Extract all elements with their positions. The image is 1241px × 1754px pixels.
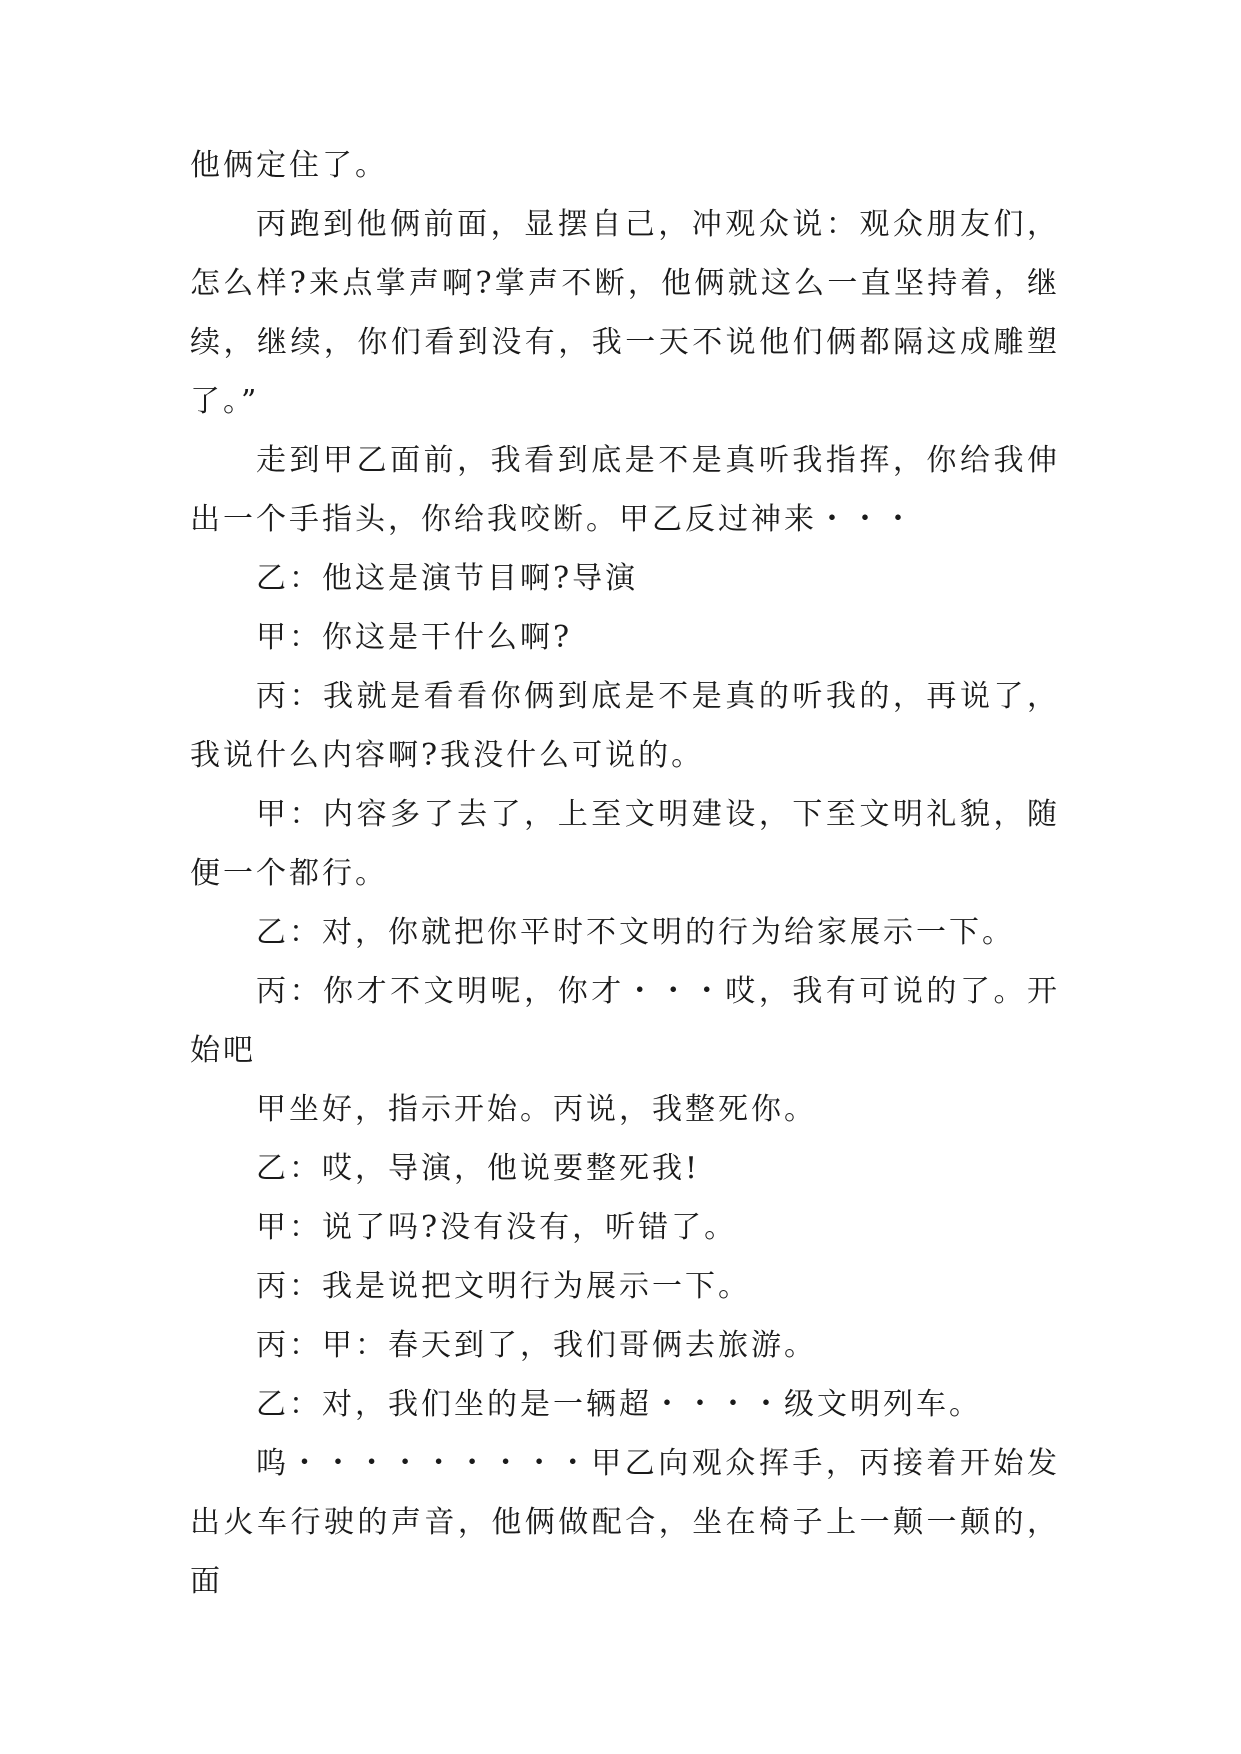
- paragraph-6: 丙：我就是看看你俩到底是不是真的听我的，再说了，我说什么内容啊?我没什么可说的。: [190, 679, 1060, 773]
- paragraph-2: 丙跑到他俩前面，显摆自己，冲观众说：观众朋友们，怎么样?来点掌声啊?掌声不断，他俩就这么一直坚持着，继续，继续，你们看到没有，我一天不说他们俩都隔这成雕塑了。”: [190, 207, 1060, 419]
- paragraph-14: 丙：甲：春天到了，我们哥俩去旅游。: [256, 1328, 817, 1363]
- paragraph-12: 甲：说了吗?没有没有，听错了。: [256, 1210, 738, 1245]
- paragraph-4: 乙：他这是演节目啊?导演: [256, 561, 639, 596]
- paragraph-8: 乙：对，你就把你平时不文明的行为给家展示一下。: [256, 915, 1015, 950]
- paragraph-16: 呜・・・・・・・・・甲乙向观众挥手，丙接着开始发出火车行驶的声音，他俩做配合，坐在椅子上一颠一颠的，面: [190, 1446, 1060, 1599]
- paragraph-15: 乙：对，我们坐的是一辆超・・・・级文明列车。: [256, 1387, 982, 1422]
- paragraph-5: 甲：你这是干什么啊?: [256, 620, 573, 655]
- paragraph-11: 乙：哎，导演，他说要整死我!: [256, 1151, 701, 1186]
- document-body: [190, 136, 1060, 1611]
- paragraph-3: 走到甲乙面前，我看到底是不是真听我指挥，你给我伸出一个手指头，你给我咬断。甲乙反过神来・・・: [190, 443, 1060, 537]
- paragraph-13: 丙：我是说把文明行为展示一下。: [256, 1269, 751, 1304]
- paragraph-10: 甲坐好，指示开始。丙说，我整死你。: [256, 1092, 817, 1127]
- paragraph-9: 丙：你才不文明呢，你才・・・哎，我有可说的了。开始吧: [190, 974, 1060, 1068]
- paragraph-7: 甲：内容多了去了，上至文明建设，下至文明礼貌，随便一个都行。: [190, 797, 1060, 891]
- paragraph-1: 他俩定住了。: [190, 148, 388, 183]
